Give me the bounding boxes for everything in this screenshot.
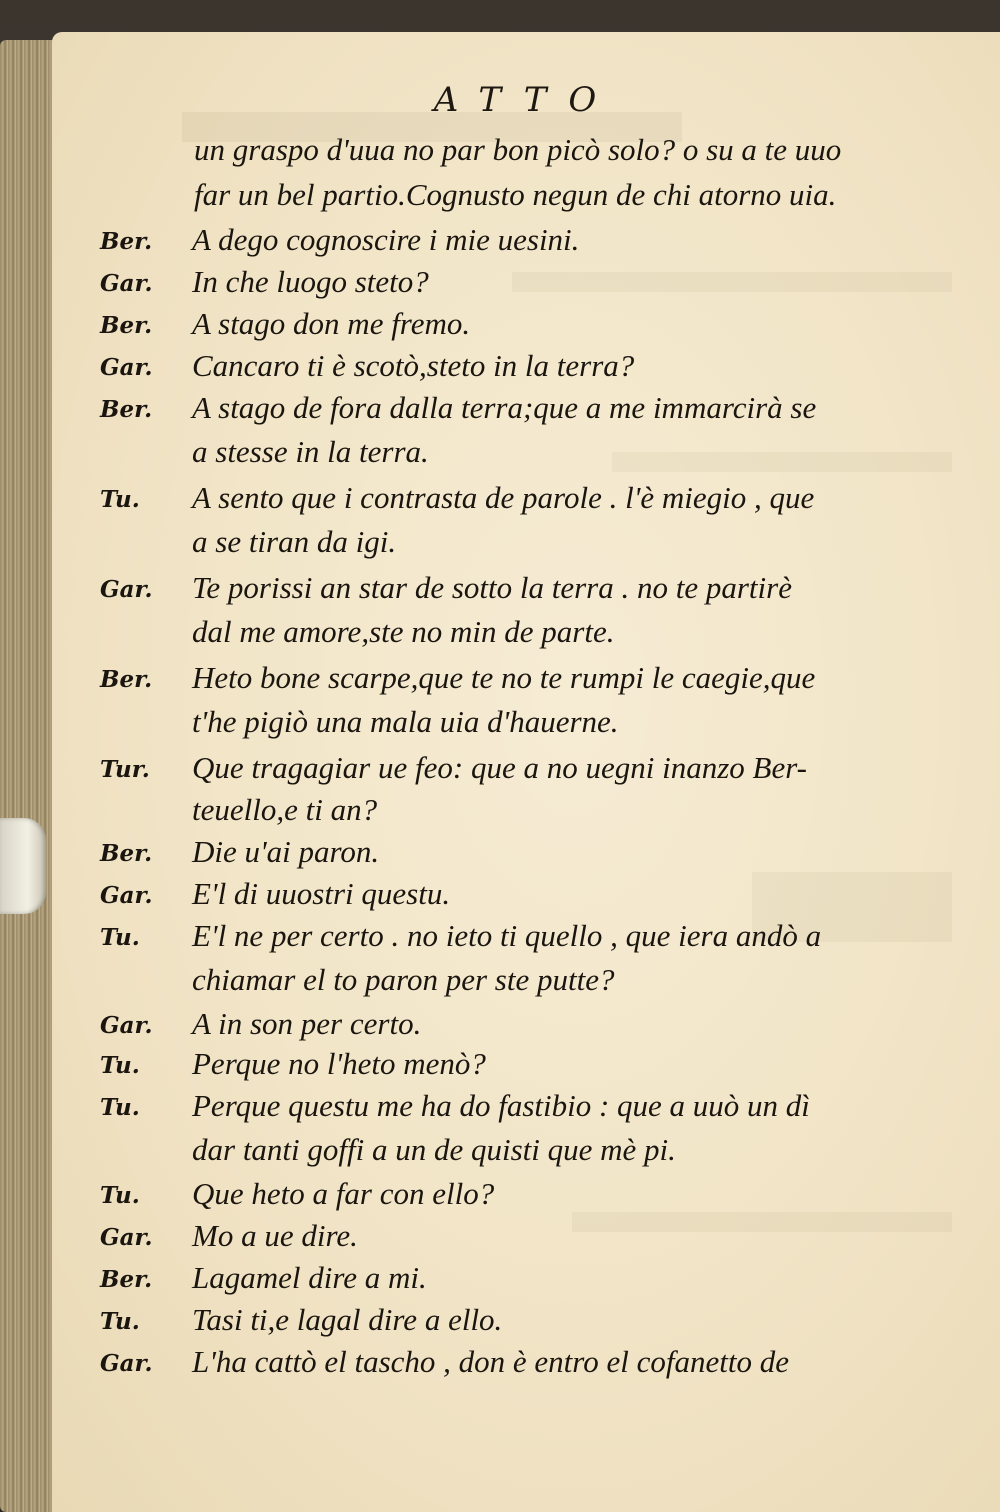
text-line [52,222,1000,262]
text-line [52,1046,1000,1086]
speaker-label: Tu. [100,1182,140,1209]
dialogue-text: Tasi ti,e lagal dire a ello. [192,1302,503,1337]
dialogue-text: In che luogo steto? [192,264,429,299]
speaker-label: Tu. [100,1308,140,1335]
book-clip [0,818,46,914]
text-line [52,660,1000,700]
text-line [52,524,1000,564]
dialogue-text: A in son per certo. [192,1006,422,1041]
text-line [52,792,1000,832]
speaker-label: Tu. [100,486,140,513]
text-line [52,1176,1000,1216]
speaker-label: Gar. [100,270,153,297]
dialogue-text: Te porissi an star de sotto la terra . no te partirè [192,570,792,605]
dialogue-text: Die u'ai paron. [192,834,380,869]
speaker-label: Tu. [100,1094,140,1121]
speaker-label: Gar. [100,576,153,603]
speaker-label: Ber. [100,1266,153,1293]
dialogue-text: dal me amore,ste no min de parte. [192,614,615,649]
text-line [52,570,1000,610]
text-line [52,132,1000,172]
dialogue-text: dar tanti goffi a un de quisti que mè pi. [192,1132,676,1167]
page-header: ATTO [433,80,619,120]
dialogue-text: A stago de fora dalla terra;que a me immarcirà se [192,390,817,425]
text-line [52,264,1000,304]
dialogue-text: t'he pigiò una mala uia d'hauerne. [192,704,619,739]
speaker-label: Gar. [100,1012,153,1039]
dialogue-text: Perque questu me ha do fastibio : que a uuò un dì [192,1088,810,1123]
text-line [52,1302,1000,1342]
speaker-label: Ber. [100,666,153,693]
text-line [52,1218,1000,1258]
speaker-label: Gar. [100,882,153,909]
speaker-label: Ber. [100,840,153,867]
speaker-label: Gar. [100,1350,153,1377]
dialogue-text: E'l di uuostri questu. [192,876,451,911]
text-line [52,1006,1000,1046]
text-line [52,1260,1000,1300]
dialogue-text: E'l ne per certo . no ieto ti quello , que iera andò a [192,918,822,953]
speaker-label: Gar. [100,1224,153,1251]
dialogue-text: A dego cognoscire i mie uesini. [192,222,580,257]
dialogue-text: Que tragagiar ue feo: que a no uegni inanzo Ber- [192,750,807,785]
text-line [52,918,1000,958]
text-line [52,876,1000,916]
speaker-label: Tu. [100,924,140,951]
text-line [52,306,1000,346]
speaker-label: Ber. [100,228,153,255]
text-line [52,348,1000,388]
dialogue-text: far un bel partio.Cognusto negun de chi atorno uia. [194,177,837,212]
dialogue-text: Que heto a far con ello? [192,1176,495,1211]
speaker-label: Tur. [100,756,150,783]
text-line [52,434,1000,474]
text-line [52,614,1000,654]
text-line [52,834,1000,874]
text-line [52,750,1000,790]
text-line [52,704,1000,744]
dialogue-text: a se tiran da igi. [192,524,397,559]
text-line [52,962,1000,1002]
text-line [52,480,1000,520]
dialogue-text: L'ha cattò el tascho , don è entro el cofanetto de [192,1344,789,1379]
dialogue-text: chiamar el to paron per ste putte? [192,962,615,997]
dialogue-text: teuello,e ti an? [192,792,378,827]
text-line [52,177,1000,217]
dialogue-text: Mo a ue dire. [192,1218,358,1253]
page-edges [0,40,60,1512]
dialogue-text: A stago don me fremo. [192,306,471,341]
text-line [52,1344,1000,1384]
speaker-label: Ber. [100,312,153,339]
dialogue-text: a stesse in la terra. [192,434,429,469]
book-page [52,32,1000,1512]
dialogue-text: un graspo d'uua no par bon picò solo? o su a te uuo [194,132,842,167]
dialogue-text: Cancaro ti è scotò,steto in la terra? [192,348,635,383]
dialogue-text: Perque no l'heto menò? [192,1046,486,1081]
speaker-label: Tu. [100,1052,140,1079]
text-line [52,1088,1000,1128]
dialogue-text: Heto bone scarpe,que te no te rumpi le caegie,que [192,660,816,695]
speaker-label: Ber. [100,396,153,423]
text-line [52,1132,1000,1172]
dialogue-text: Lagamel dire a mi. [192,1260,427,1295]
text-line [52,390,1000,430]
speaker-label: Gar. [100,354,153,381]
dialogue-text: A sento que i contrasta de parole . l'è miegio , que [192,480,815,515]
